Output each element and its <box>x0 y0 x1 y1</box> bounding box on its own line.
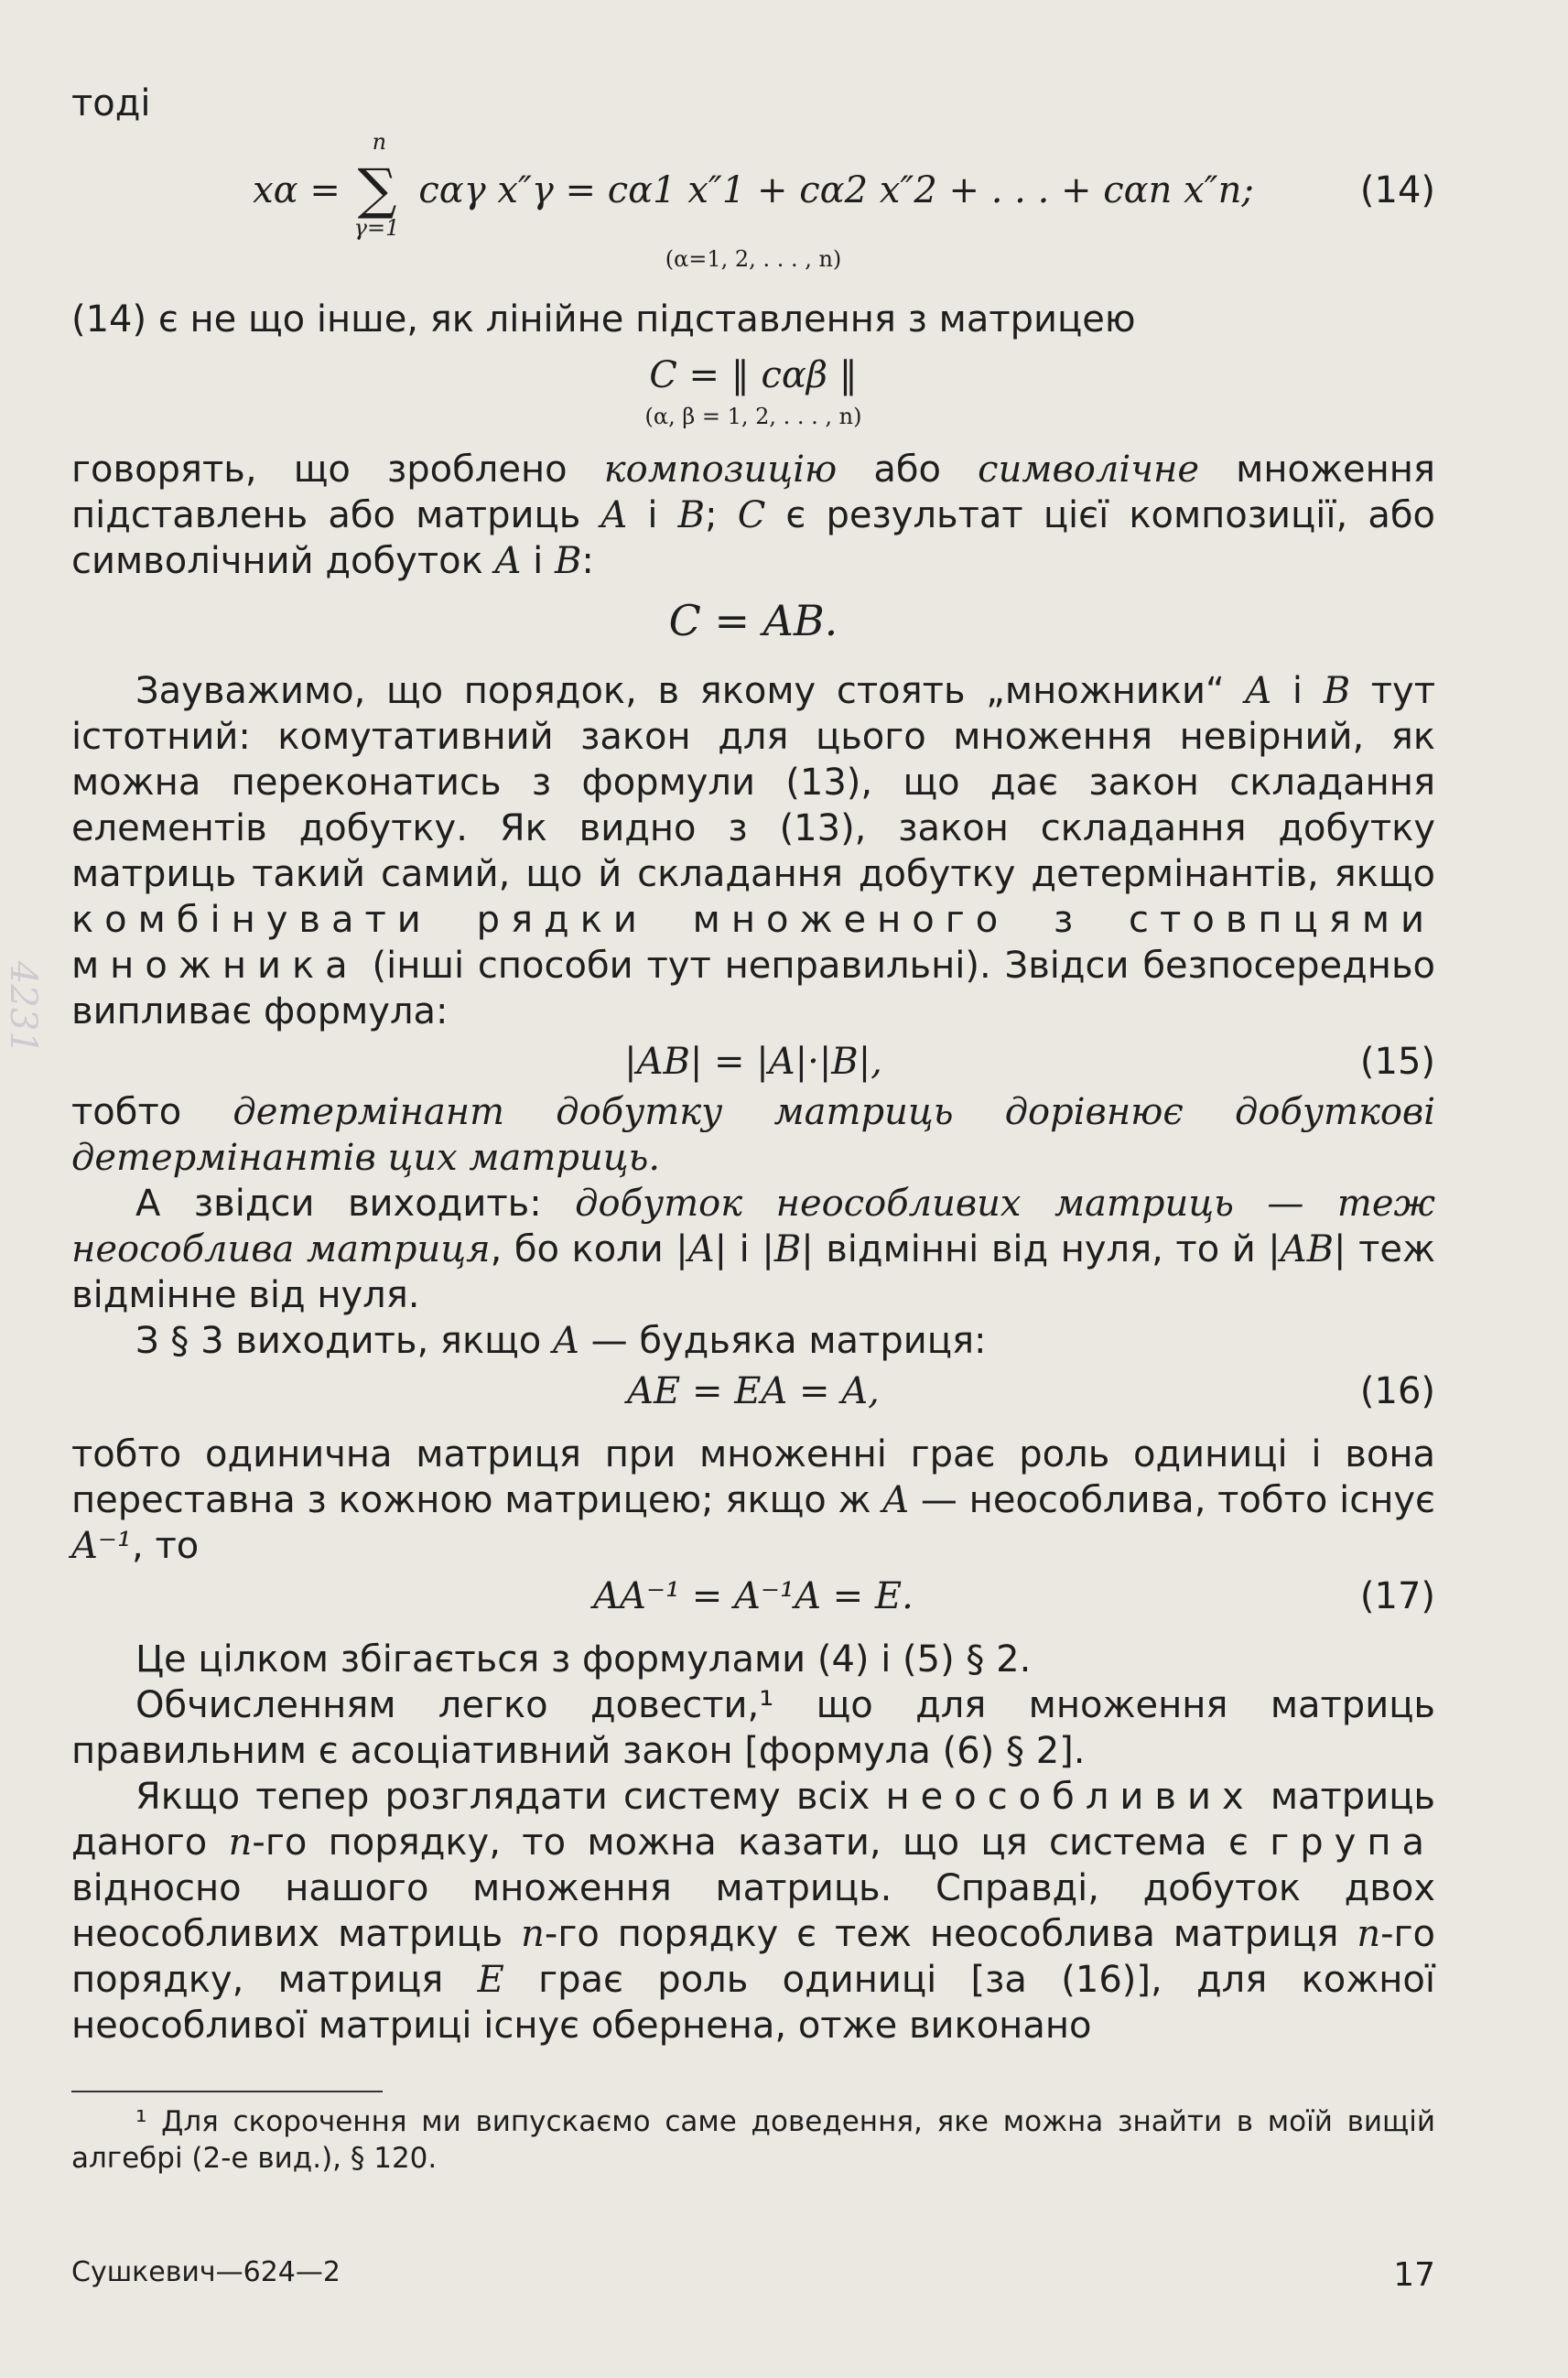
paragraph: Якщо тепер розглядати систему всіх неособливих матриць даного n-го порядку, то можна казати, що ця система є група відносно нашого множення матриць. Справді, добуток двох неособливих матриць n-го порядку є теж неособлива матриця n-го порядку, матриця E грає роль одиниці [за (16)], для кожної неособливої матриці існує обернена, отже виконано <box>71 1776 1436 2047</box>
eq15-text: |AB| = |A|·|B|, <box>624 1041 882 1083</box>
eq17-text: AA⁻¹ = A⁻¹A = E. <box>593 1575 914 1617</box>
paragraph: тобто одинична матриця при множенні грає роль одиниці і вона переставна з кожною матрицею; якщо ж A — неособлива, тобто існує A⁻¹, то <box>71 1433 1436 1567</box>
eqCAB-text: C = AB. <box>668 596 838 645</box>
eqC-condition: (α, β = 1, 2, . . . , n) <box>644 404 862 429</box>
equation-15 <box>71 1034 1435 1089</box>
equation-number: (15) <box>1359 1041 1435 1083</box>
library-stamp: 4231 <box>2 961 44 1054</box>
paragraph: (14) є не що інше, як лінійне підставлення з матрицею <box>71 298 1136 340</box>
footnote: ¹ Для скорочення ми випускаємо саме доведення, яке можна знайти в моїй вищій алгебрі (2-е вид.), § 120. <box>71 2105 1435 2175</box>
sum-sign: ∑ <box>357 157 397 222</box>
equation-number: (14) <box>1359 169 1435 211</box>
equation-c <box>71 348 1435 403</box>
paragraph: Обчисленням легко довести,¹ що для множення матриць правильним є асоціативний закон [формула (6) § 2]. <box>71 1684 1435 1772</box>
paragraph: говорять, що зроблено композицію або символічне множення підставлень або матриць A і B; C є результат цієї композиції, або символічний добуток A і B: <box>71 449 1435 582</box>
equation-17 <box>71 1569 1435 1624</box>
paragraph: Зауважимо, що порядок, в якому стоять „множники“ A і B тут істотний: комутативний закон для цього множення невірний, як можна переконатись з формули (13), що дає закон складання елементів добутку. Як видно з (13), закон складання добутку матриць такий самий, що й складання добутку детермінантів, якщо комбінувати рядки множеного з стовпцями множника (інші способи тут неправильні). Звідси безпосередньо випливає формула: <box>71 670 1436 1032</box>
intro-text: тоді <box>71 82 151 124</box>
eq16-text: AE = EA = A, <box>627 1370 880 1412</box>
page-body <box>71 81 1435 2177</box>
sum-symbol <box>352 129 407 241</box>
eq14-lhs: xα = <box>253 169 341 211</box>
equation-16 <box>71 1364 1435 1419</box>
footnote-divider <box>71 2091 383 2092</box>
paragraph: З § 3 виходить, якщо A — будьяка матриця: <box>135 1320 987 1362</box>
eq14-rhs: cαγ x″γ = cα1 x″1 + cα2 x″2 + . . . + cαn x″n; <box>418 169 1254 211</box>
paragraph: А звідси виходить: добуток неособливих матриць — теж неособлива матриця, бо коли |A| і |B| відмінні від нуля, то й |AB| теж відмінне від нуля. <box>71 1183 1436 1316</box>
equation-14 <box>71 129 1435 241</box>
printer-signature: Сушкевич—624—2 <box>71 2256 341 2288</box>
paragraph: тобто детермінант добутку матриць дорівнює добуткові детермінантів цих матриць. <box>71 1091 1435 1179</box>
equation-number: (16) <box>1359 1370 1435 1412</box>
equation-cab <box>71 593 1435 648</box>
paragraph: Це цілком збігається з формулами (4) і (5) § 2. <box>135 1638 1032 1681</box>
equation-number: (17) <box>1359 1575 1435 1617</box>
page-number: 17 <box>1393 2256 1435 2294</box>
eq14-condition: (α=1, 2, . . . , n) <box>665 246 842 272</box>
sum-lower-limit: γ=1 <box>353 215 400 241</box>
sum-upper-limit: n <box>372 129 387 155</box>
eqC-text: C = ‖ cαβ ‖ <box>649 354 858 396</box>
